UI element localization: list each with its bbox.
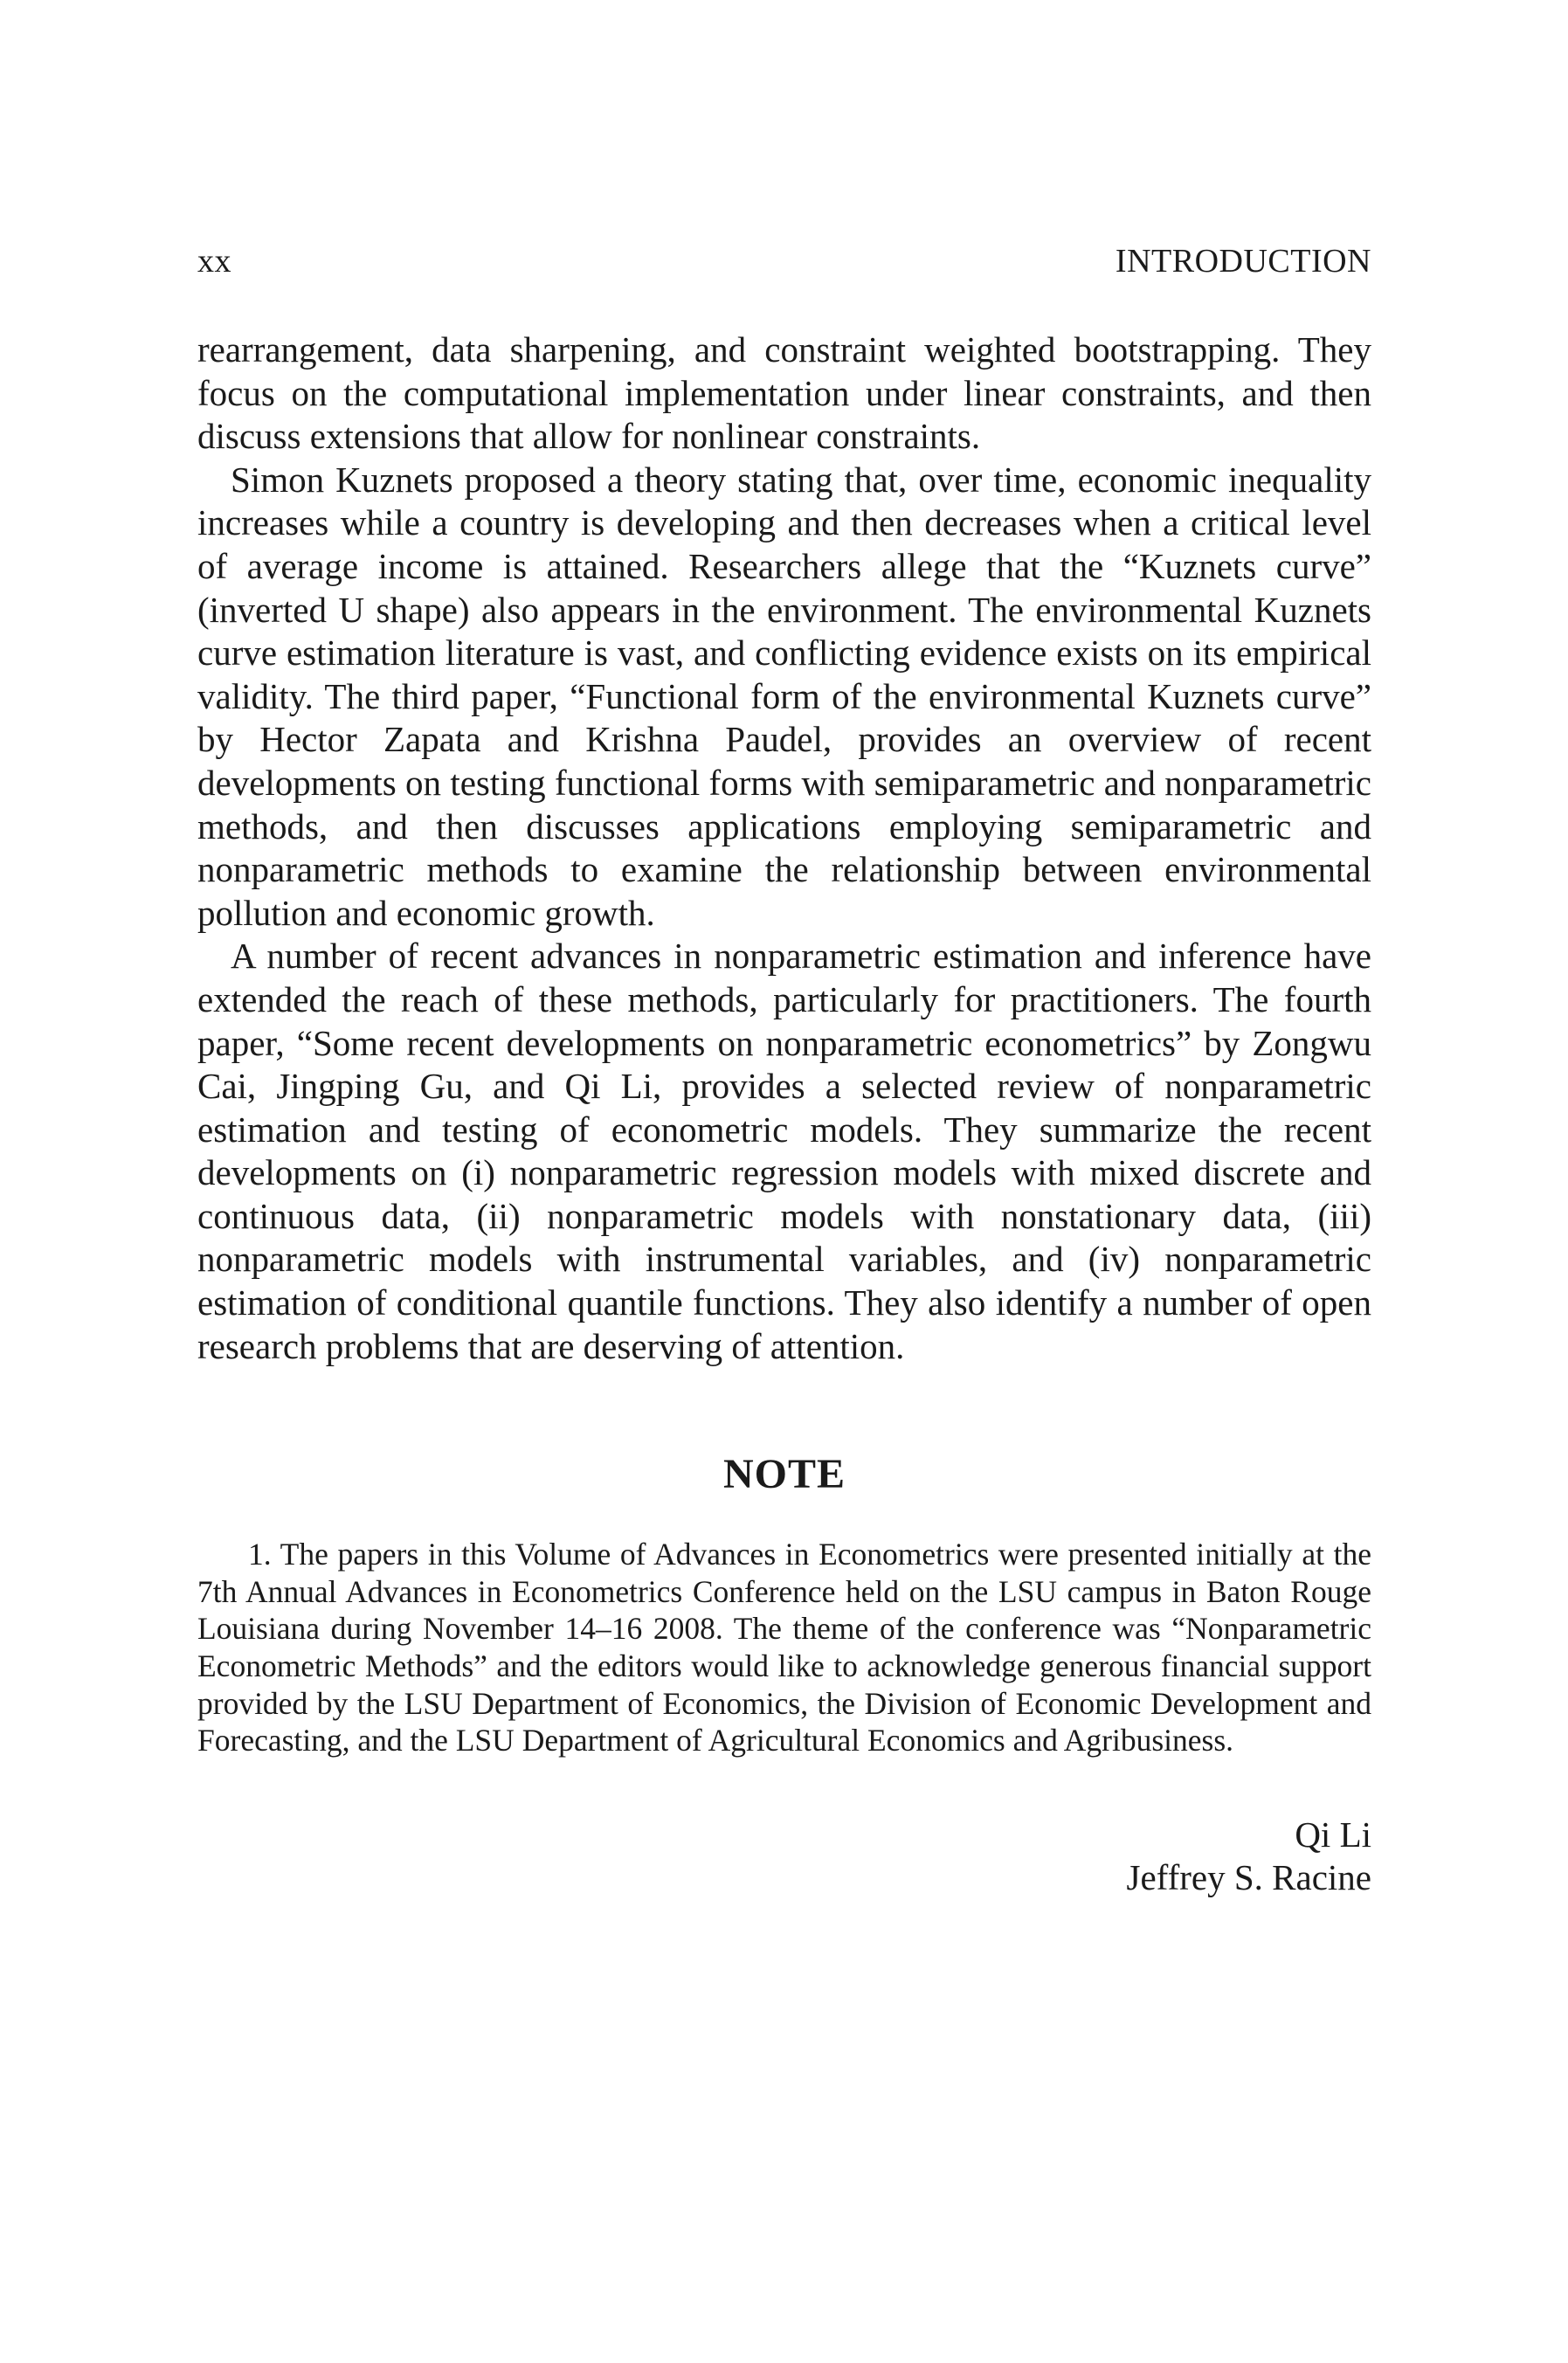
note-heading: NOTE	[722, 1451, 846, 1498]
page-number: xx	[197, 243, 231, 280]
editor-signatures	[197, 1814, 1371, 1900]
signature-jeffrey-racine: Jeffrey S. Racine	[1126, 1857, 1371, 1898]
paragraph-1: rearrangement, data sharpening, and constraint weighted bootstrapping. They focus on the computational implementation under linear constraints, and then discuss extensions that allow for nonlinear constraints.	[197, 329, 1371, 457]
footnote-text: The papers in this Volume of Advances in Econometrics were presented initially at the 7th Annual Advances in Econometrics Conference held on the LSU campus in Baton Rouge Louisiana during November 14–16 2008. The theme of the conference was “Nonparametric Econometric Methods” and the editors would like to acknowledge generous financial support provided by the LSU Department of Economics, the Division of Economic Development and Forecasting, and the LSU Department of Agricultural Economics and Agribusiness.	[197, 1537, 1371, 1758]
signature-qi-li: Qi Li	[1295, 1814, 1371, 1855]
footnote-1	[197, 1536, 1371, 1759]
running-title: INTRODUCTION	[1115, 243, 1371, 280]
paragraph-2: Simon Kuznets proposed a theory stating that, over time, economic inequality increases while a country is developing and then decreases when a critical level of average income is attained. Researchers allege that the “Kuznets curve” (inverted U shape) also appears in the environment. The environmental Kuznets curve estimation literature is vast, and conflicting evidence exists on its empirical validity. The third paper, “Functional form of the environmental Kuznets curve” by Hector Zapata and Krishna Paudel, provides an overview of recent developments on testing functional forms with semiparametric and nonparametric methods, and then discusses applications employing semiparametric and nonparametric methods to examine the relationship between environmental pollution and economic growth.	[197, 459, 1371, 933]
document-page	[197, 245, 1371, 1900]
body-text	[197, 328, 1371, 1368]
footnote-number: 1.	[248, 1537, 272, 1572]
paragraph-3: A number of recent advances in nonparametric estimation and inference have extended the reach of these methods, particularly for practitioners. The fourth paper, “Some recent developments on nonparametric econometrics” by Zongwu Cai, Jingping Gu, and Qi Li, provides a selected review of nonparametric estimation and testing of econometric models. They summarize the recent developments on (i) nonparametric regression models with mixed discrete and continuous data, (ii) nonparametric models with nonstationary data, (iii) nonparametric models with instrumental variables, and (iv) nonparametric estimation of conditional quantile functions. They also identify a number of open research problems that are deserving of attention.	[197, 936, 1371, 1366]
running-header	[197, 245, 1371, 278]
